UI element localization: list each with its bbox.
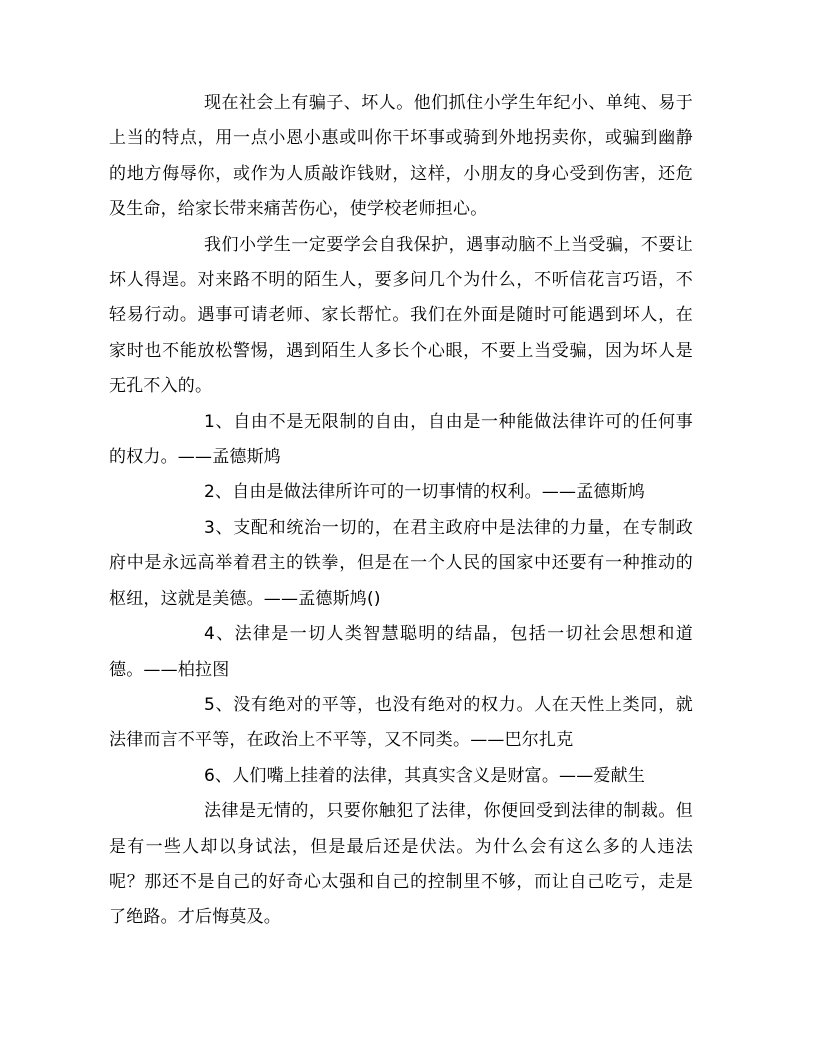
quote-6: 6、人们嘴上挂着的法律，其真实含义是财富。——爱献生	[204, 765, 646, 786]
quote-4: 4、法律是一切人类智慧聪明的结晶，包括一切社会思想和道德。——柏拉图	[109, 624, 693, 680]
paragraph-self-protection: 我们小学生一定要学会自我保护，遇事动脑不上当受骗，不要让坏人得逞。对来路不明的陌生人，要多问几个为什么，不听信花言巧语，不轻易行动。遇事可请老师、家长帮忙。我们在外面是随时可能遇到坏人，在家时也不能放松警惕，遇到陌生人多长个心眼，不要上当受骗，因为坏人是无孔不入的。	[109, 234, 693, 397]
document-body	[109, 86, 693, 936]
quote-1: 1、自由不是无限制的自由，自由是一种能做法律许可的任何事的权力。——孟德斯鸠	[109, 411, 693, 468]
paragraph-law-conclusion: 法律是无情的，只要你触犯了法律，你便回受到法律的制裁。但是有一些人却以身试法，但是最后还是伏法。为什么会有这么多的人违法呢？那还不是自己的好奇心太强和自己的控制里不够，而让自己吃亏，走是了绝路。才后悔莫及。	[109, 801, 693, 928]
paragraph-child-safety: 现在社会上有骗子、坏人。他们抓住小学生年纪小、单纯、易于上当的特点，用一点小恩小惠或叫你干坏事或骑到外地拐卖你，或骗到幽静的地方侮辱你，或作为人质敲诈钱财，这样，小朋友的身心受到伤害，还危及生命，给家长带来痛苦伤心，使学校老师担心。	[109, 93, 693, 220]
quote-5: 5、没有绝对的平等，也没有绝对的权力。人在天性上类同，就法律而言不平等，在政治上不平等，又不同类。——巴尔扎克	[109, 694, 693, 751]
quote-3: 3、支配和统治一切的，在君主政府中是法律的力量，在专制政府中是永远高举着君主的铁拳，但是在一个人民的国家中还要有一种推动的枢纽，这就是美德。——孟德斯鸠()	[109, 517, 693, 609]
quote-2: 2、自由是做法律所许可的一切事情的权利。——孟德斯鸠	[204, 482, 646, 503]
